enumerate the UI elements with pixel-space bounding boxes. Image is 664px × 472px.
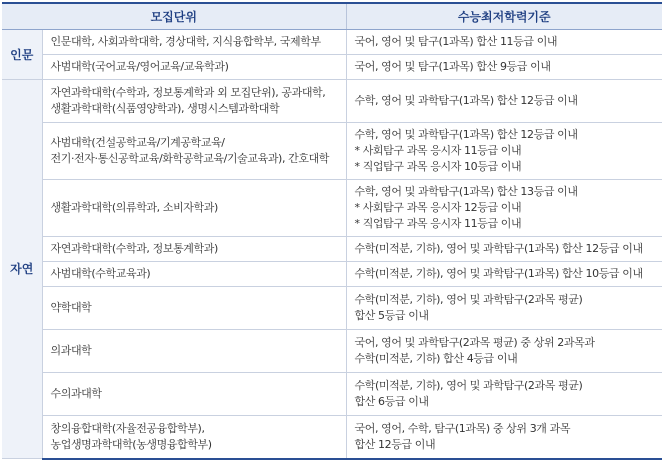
- admission-requirements-table: [2, 2, 662, 460]
- requirement-cell: [346, 330, 662, 373]
- requirement-line: 국어, 영어, 수학, 탐구(1과목) 중 상위 3개 과목: [354, 421, 571, 435]
- requirement-line: * 직업탐구 과목 응시자 10등급 이내: [354, 160, 522, 173]
- requirement-cell: [346, 287, 662, 330]
- header-requirement: 수능최저학력기준: [346, 3, 662, 30]
- unit-line: 생활과학대학(의류학과, 소비자학과): [50, 201, 218, 214]
- unit-line: 약학대학: [50, 301, 92, 314]
- unit-line: 사범대학(수학교육과): [50, 267, 151, 280]
- table-row: [2, 180, 662, 237]
- unit-line: 사범대학(건설공학교육/기계공학교육/: [50, 136, 225, 149]
- table-row: [2, 287, 662, 330]
- requirement-line: 수학(미적분, 기하), 영어 및 과학탐구(2과목 평균): [354, 293, 583, 306]
- unit-line: 생활과학대학(식품영양학과), 생명시스템과학대학: [50, 102, 280, 115]
- requirement-line: 수학(미적분, 기하), 영어 및 과학탐구(1과목) 합산 12등급 이내: [354, 242, 643, 255]
- requirement-line: 합산 12등급 이내: [354, 437, 436, 451]
- unit-cell: [42, 416, 346, 459]
- unit-cell: [42, 373, 346, 416]
- unit-cell: [42, 287, 346, 330]
- table-row: [2, 373, 662, 416]
- requirement-cell: [346, 373, 662, 416]
- category-natural: 자연: [2, 80, 42, 459]
- table-row: [2, 80, 662, 123]
- requirement-line: 국어, 영어 및 탐구(1과목) 합산 9등급 이내: [354, 60, 551, 73]
- unit-line: 수의과대학: [50, 387, 102, 400]
- requirement-line: 수학, 영어 및 과학탐구(1과목) 합산 12등급 이내: [354, 94, 578, 107]
- table-row: [2, 30, 662, 55]
- table-header-row: [2, 3, 662, 30]
- unit-line: 자연과학대학(수학과, 정보통계학과 외 모집단위), 공과대학,: [50, 86, 326, 99]
- unit-line: 인문대학, 사회과학대학, 경상대학, 지식융합학부, 국제학부: [50, 35, 321, 48]
- table-row: [2, 330, 662, 373]
- unit-cell: [42, 80, 346, 123]
- unit-cell: [42, 237, 346, 262]
- category-humanities: 인문: [2, 30, 42, 80]
- table-row: [2, 416, 662, 459]
- unit-cell: [42, 262, 346, 287]
- unit-line: 농업생명과학대학(농생명융합학부): [50, 437, 212, 451]
- unit-cell: [42, 30, 346, 55]
- unit-line: 자연과학대학(수학과, 정보통계학과): [50, 242, 218, 255]
- unit-cell: [42, 180, 346, 237]
- requirement-cell: [346, 237, 662, 262]
- table-row: [2, 123, 662, 180]
- requirement-line: 수학, 영어 및 과학탐구(1과목) 합산 13등급 이내: [354, 185, 578, 198]
- requirement-cell: [346, 180, 662, 237]
- requirement-line: 수학(미적분, 기하), 영어 및 과학탐구(1과목) 합산 10등급 이내: [354, 267, 643, 280]
- header-unit: 모집단위: [2, 3, 346, 30]
- requirement-line: 수학, 영어 및 과학탐구(1과목) 합산 12등급 이내: [354, 128, 578, 141]
- table-row: [2, 55, 662, 80]
- table-row: [2, 237, 662, 262]
- table-row: [2, 262, 662, 287]
- unit-cell: [42, 330, 346, 373]
- requirement-line: 수학(미적분, 기하) 합산 4등급 이내: [354, 352, 518, 365]
- unit-line: 전기·전자·통신공학교육/화학공학교육/기술교육과), 간호대학: [50, 152, 330, 165]
- requirement-line: * 사회탐구 과목 응시자 12등급 이내: [354, 201, 522, 214]
- unit-line: 창의융합대학(자율전공융합학부),: [50, 421, 205, 435]
- unit-cell: [42, 123, 346, 180]
- requirement-line: 합산 5등급 이내: [354, 309, 429, 322]
- requirement-cell: [346, 55, 662, 80]
- requirement-line: * 직업탐구 과목 응시자 11등급 이내: [354, 217, 522, 230]
- unit-line: 사범대학(국어교육/영어교육/교육학과): [50, 60, 229, 73]
- requirement-line: 국어, 영어 및 과학탐구(2과목 평균) 중 상위 2과목과: [354, 336, 595, 349]
- requirement-cell: [346, 123, 662, 180]
- requirement-cell: [346, 80, 662, 123]
- unit-line: 의과대학: [50, 344, 92, 357]
- requirement-line: 수학(미적분, 기하), 영어 및 과학탐구(2과목 평균): [354, 379, 583, 392]
- requirement-cell: [346, 30, 662, 55]
- unit-cell: [42, 55, 346, 80]
- requirement-line: 합산 6등급 이내: [354, 395, 429, 408]
- requirement-cell: [346, 262, 662, 287]
- requirement-line: * 사회탐구 과목 응시자 11등급 이내: [354, 144, 522, 157]
- requirement-line: 국어, 영어 및 탐구(1과목) 합산 11등급 이내: [354, 35, 558, 48]
- requirement-cell: [346, 416, 662, 459]
